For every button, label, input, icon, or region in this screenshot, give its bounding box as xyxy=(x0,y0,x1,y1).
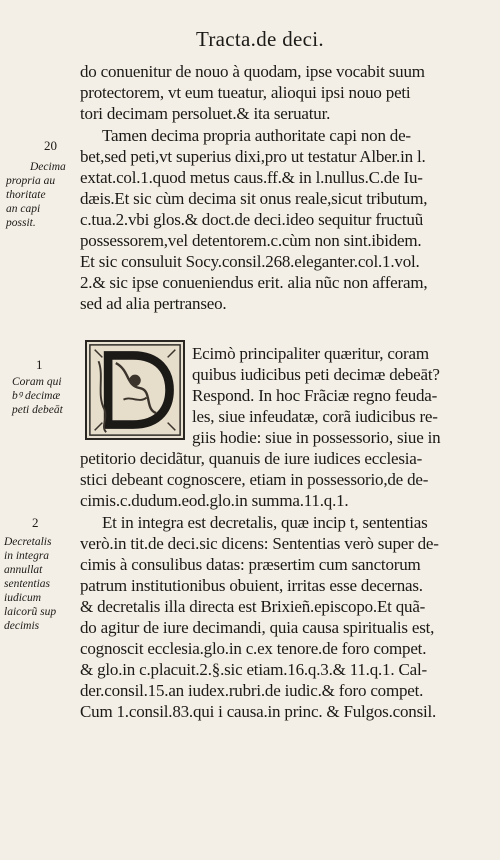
margin-note-3-line: Decretalis xyxy=(4,536,52,548)
text-line: cognoscit ecclesia.glo.in c.ex tenore.de foro compet. xyxy=(80,639,427,658)
text-line: extat.col.1.quod metus caus.ff.& in l.nullus.C.de Iu- xyxy=(80,168,423,187)
margin-note-2-number: 1 xyxy=(36,357,43,372)
margin-note-3-line: decimis xyxy=(4,620,40,632)
text-line: & glo.in c.placuit.2.§.sic etiam.16.q.3.& 11.q.1. Cal- xyxy=(80,660,427,679)
text-line: Et in integra est decretalis, quæ incip t, sententias xyxy=(102,513,428,532)
margin-note-1-line: Decima xyxy=(30,161,66,173)
margin-note-3-line: in integra xyxy=(4,550,50,562)
margin-note-1-line: thoritate xyxy=(6,189,46,201)
margin-note-1-number: 20 xyxy=(44,138,57,153)
text-line: tori decimam persoluet.& ita seruatur. xyxy=(80,104,331,123)
initial-d-woodcut-icon xyxy=(87,342,183,438)
text-line: 2.& sic ipse conueniendus erit. alia nũc non afferam, xyxy=(80,273,428,292)
decorated-initial-d xyxy=(85,340,185,440)
margin-note-3-line: sententias xyxy=(4,578,50,590)
text-line: sed ad alia pertranseo. xyxy=(80,294,227,313)
text-line: giis hodie: siue in possessorio, siue in xyxy=(192,428,441,447)
text-line: cimis à consulibus datas: præsertim cum sanctorum xyxy=(80,555,421,574)
margin-note-1-line: an capi xyxy=(6,203,41,215)
text-line: patrum institutionibus obuient, irritas esse decernas. xyxy=(80,576,423,595)
text-line: cimis.c.dudum.eod.glo.in summa.11.q.1. xyxy=(80,491,349,510)
text-line: Respond. In hoc Frãciæ regno feuda- xyxy=(192,386,438,405)
margin-note-2-line: bꝰ decimæ xyxy=(12,390,61,402)
text-line: Cum 1.consil.83.qui i causa.in princ. & Fulgos.consil. xyxy=(80,702,437,721)
text-line: & decretalis illa directa est Brixieñ.episcopo.Et quã- xyxy=(80,597,426,616)
text-line: stici debeant cognoscere, etiam in possessorio,de de- xyxy=(80,470,429,489)
margin-note-1-line: possit. xyxy=(6,217,36,229)
text-line: Et sic consuluit Socy.consil.268.eleganter.col.1.vol. xyxy=(80,252,420,271)
margin-note-2-line: Coram qui xyxy=(12,376,62,388)
text-line: Ecimò principaliter quæritur, coram xyxy=(192,344,429,363)
text-line: petitorio decidãtur, quanuis de iure iudices ecclesia- xyxy=(80,449,423,468)
text-line: quibus iudicibus peti decimæ debeāt? xyxy=(192,365,440,384)
margin-note-3-line: iudicum xyxy=(4,592,42,604)
text-line: verò.in tit.de deci.sic dicens: Sententias verò super de- xyxy=(80,534,439,553)
margin-note-1-line: propria au xyxy=(6,175,56,187)
margin-note-3-line: laicorũ sup xyxy=(4,606,57,618)
text-line: do agitur de iure decimandi, quia causa spiritualis est, xyxy=(80,618,435,637)
text-line: possessorem,vel detentorem.c.cùm non sint.ibidem. xyxy=(80,231,422,250)
text-line: bet,sed peti,vt superius dixi,pro ut testatur Alber.in l. xyxy=(80,147,426,166)
margin-note-2-line: peti debeāt xyxy=(12,404,63,416)
margin-note-3-number: 2 xyxy=(32,515,39,530)
margin-note-3-line: annullat xyxy=(4,564,43,576)
text-line: les, siue infeudatæ, corã iudicibus re- xyxy=(192,407,438,426)
text-line: dæis.Et sic cùm decima sit onus reale,sicut tributum, xyxy=(80,189,428,208)
text-line: do conuenitur de nouo à quodam, ipse vocabit suum xyxy=(80,62,425,81)
text-line: protectorem, vt eum tueatur, alioqui ipsi nouo peti xyxy=(80,83,411,102)
text-line: der.consil.15.an iudex.rubri.de iudic.& foro compet. xyxy=(80,681,424,700)
text-line: Tamen decima propria authoritate capi non de- xyxy=(102,126,411,145)
running-header: Tracta.de deci. xyxy=(196,27,324,51)
text-line: c.tua.2.vbi glos.& doct.de deci.ideo sequitur fructuũ xyxy=(80,210,424,229)
